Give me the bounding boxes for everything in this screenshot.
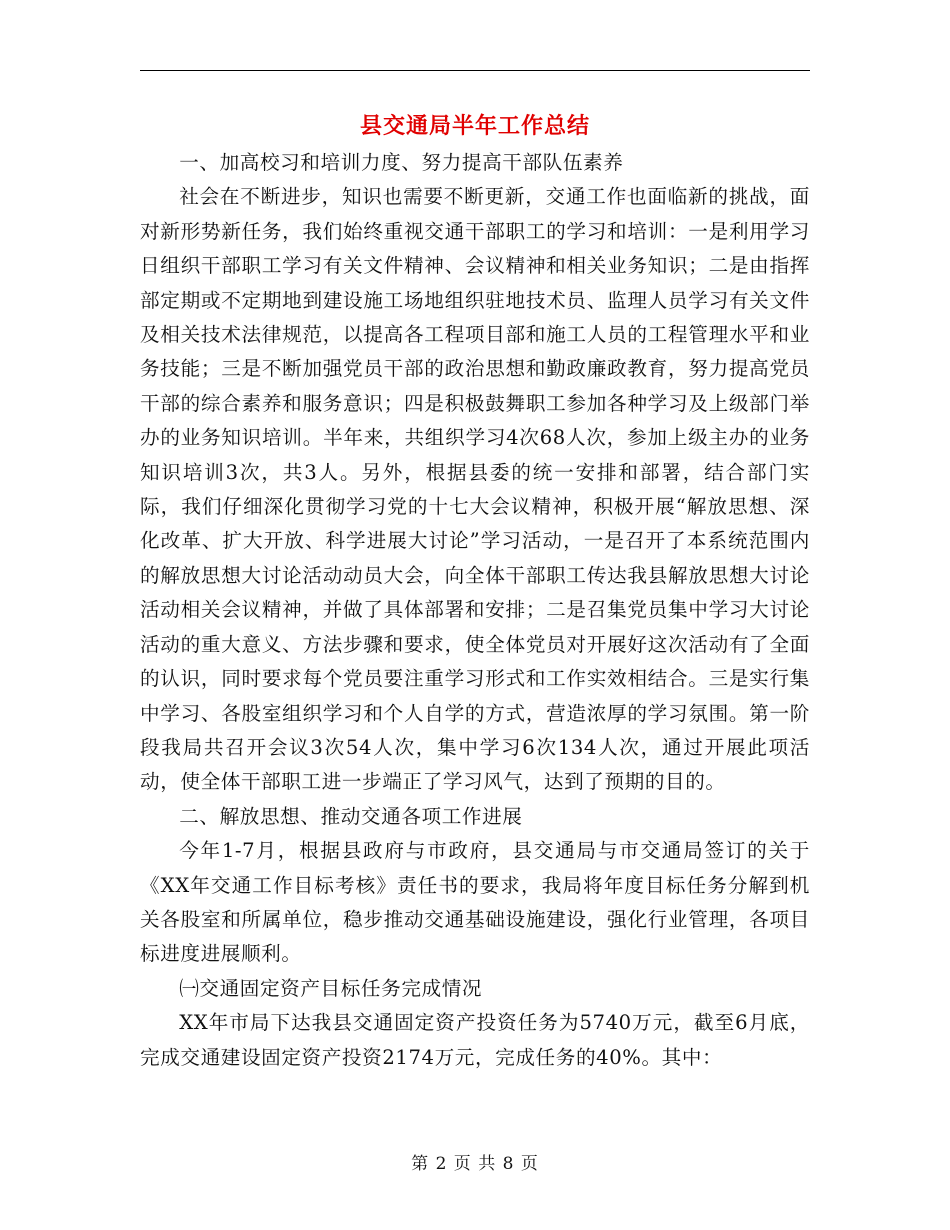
- header-rule: [140, 70, 810, 71]
- body-paragraph-3: XX年市局下达我县交通固定资产投资任务为5740万元，截至6月底，完成交通建设固定资产投资2174万元，完成任务的40%。其中：: [140, 1011, 810, 1069]
- document-title: 县交通局半年工作总结: [359, 113, 590, 139]
- body-paragraph-2: 今年1-7月，根据县政府与市政府，县交通局与市交通局签订的关于《XX年交通工作目标考核》责任书的要求，我局将年度目标任务分解到机关各股室和所属单位，稳步推动交通基础设施建设，强化行业管理，各项目标进度进展顺利。: [140, 839, 810, 966]
- document-body: [140, 146, 810, 1075]
- page-number-footer: 第 2 页 共 8 页: [411, 1154, 539, 1174]
- section-heading-1: 一、加高校习和培训力度、努力提高干部队伍素养: [179, 151, 624, 174]
- section-heading-2: 二、解放思想、推动交通各项工作进展: [179, 804, 523, 828]
- body-paragraph-1: 社会在不断进步，知识也需要不断更新，交通工作也面临新的挑战，面对新形势新任务，我们始终重视交通干部职工的学习和培训：一是利用学习日组织干部职工学习有关文件精神、会议精神和相关业务知识；二是由指挥部定期或不定期地到建设施工场地组织驻地技术员、监理人员学习有关文件及相关技术法律规范，以提高各工程项目部和施工人员的工程管理水平和业务技能；三是不断加强党员干部的政治思想和勤政廉政教育，努力提高党员干部的综合素养和服务意识；四是积极鼓舞职工参加各种学习及上级部门举办的业务知识培训。半年来，共组织学习4次68人次，参加上级主办的业务知识培训3次，共3人。另外，根据县委的统一安排和部署，结合部门实际，我们仔细深化贯彻学习党的十七大会议精神，积极开展“解放思想、深化改革、扩大开放、科学进展大讨论”学习活动，一是召开了本系统范围内的解放思想大讨论活动动员大会，向全体干部职工传达我县解放思想大讨论活动相关会议精神，并做了具体部署和安排；二是召集党员集中学习大讨论活动的重大意义、方法步骤和要求，使全体党员对开展好这次活动有了全面的认识，同时要求每个党员要注重学习形式和工作实效相结合。三是实行集中学习、各股室组织学习和个人自学的方式，营造浓厚的学习氛围。第一阶段我局共召开会议3次54人次，集中学习6次134人次，通过开展此项活动，使全体干部职工进一步端正了学习风气，达到了预期的目的。: [140, 185, 810, 794]
- subsection-heading-1: ㈠交通固定资产目标任务完成情况: [179, 976, 483, 1000]
